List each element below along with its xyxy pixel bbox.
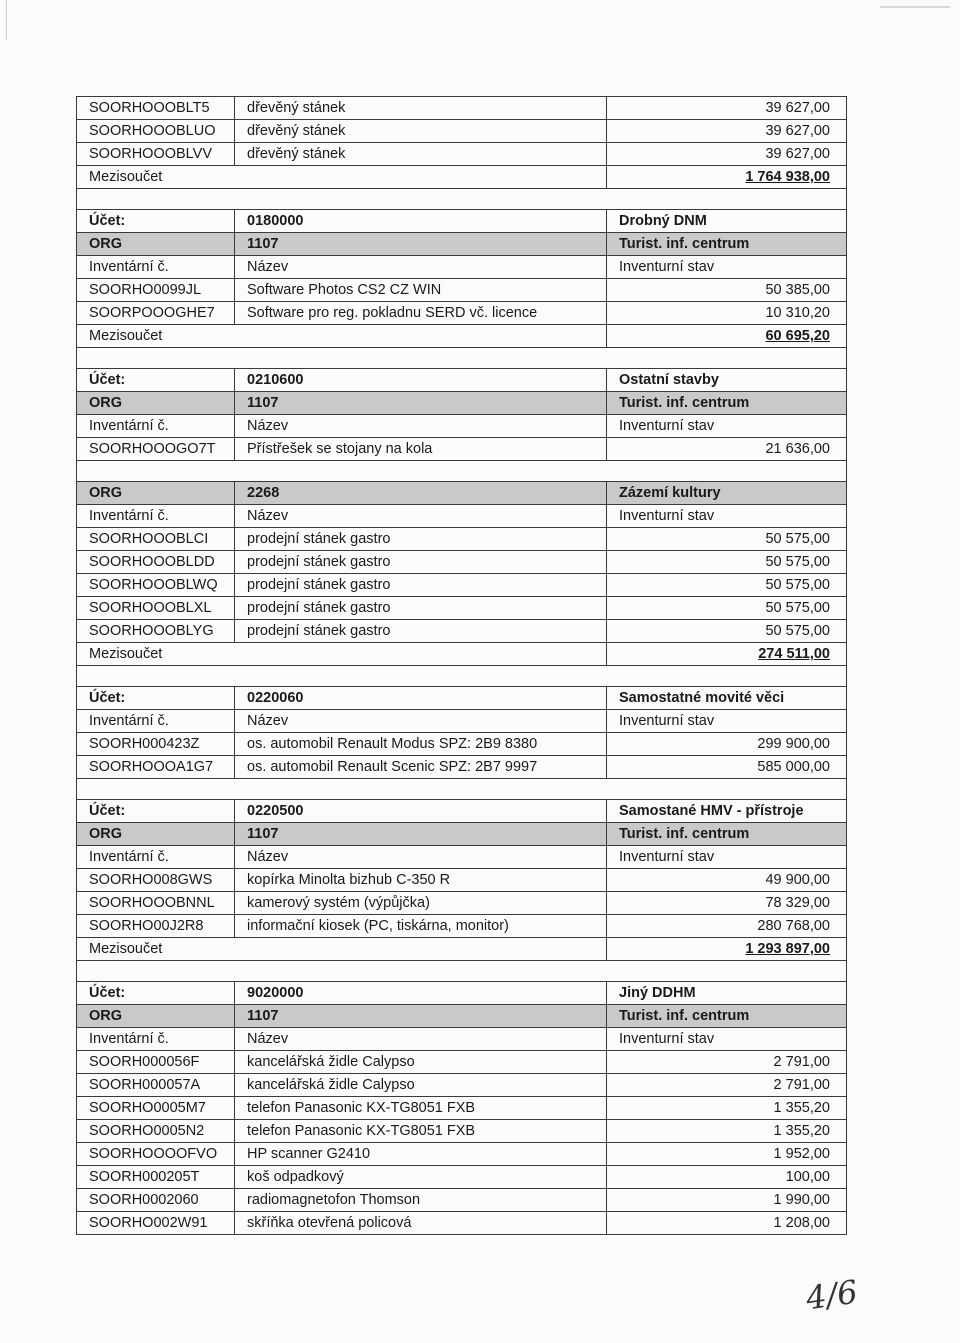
col-name: Název — [235, 846, 607, 869]
spacer-cell — [77, 961, 847, 982]
org-name: Zázemí kultury — [607, 482, 847, 505]
item-name: kopírka Minolta bizhub C-350 R — [235, 869, 607, 892]
scan-edge-mark — [6, 0, 7, 40]
table-row — [77, 1189, 847, 1212]
inventory-number: SOORHO008GWS — [77, 869, 235, 892]
subtotal-row — [77, 166, 847, 189]
item-value: 49 900,00 — [607, 869, 847, 892]
subtotal-row — [77, 325, 847, 348]
ucet-row — [77, 210, 847, 233]
ucet-row — [77, 800, 847, 823]
item-value: 50 575,00 — [607, 597, 847, 620]
item-name: HP scanner G2410 — [235, 1143, 607, 1166]
spacer-row — [77, 348, 847, 369]
item-value: 39 627,00 — [607, 143, 847, 166]
subtotal-label: Mezisoučet — [77, 938, 607, 961]
item-value: 2 791,00 — [607, 1074, 847, 1097]
ucet-code: 0220060 — [235, 687, 607, 710]
spacer-row — [77, 961, 847, 982]
column-header-row — [77, 505, 847, 528]
spacer-row — [77, 461, 847, 482]
ucet-row — [77, 982, 847, 1005]
item-name: os. automobil Renault Modus SPZ: 2B9 8380 — [235, 733, 607, 756]
table-row — [77, 1097, 847, 1120]
inventory-number: SOORHOOOOFVO — [77, 1143, 235, 1166]
org-code: 1107 — [235, 233, 607, 256]
ucet-name: Drobný DNM — [607, 210, 847, 233]
item-name: Software pro reg. pokladnu SERD vč. licence — [235, 302, 607, 325]
org-label: ORG — [77, 392, 235, 415]
ucet-label: Účet: — [77, 800, 235, 823]
org-label: ORG — [77, 482, 235, 505]
item-name: os. automobil Renault Scenic SPZ: 2B7 9997 — [235, 756, 607, 779]
subtotal-label: Mezisoučet — [77, 643, 607, 666]
column-header-row — [77, 256, 847, 279]
spacer-row — [77, 779, 847, 800]
inventory-number: SOORH000205T — [77, 1166, 235, 1189]
ucet-label: Účet: — [77, 982, 235, 1005]
col-inventory-no: Inventární č. — [77, 1028, 235, 1051]
col-state: Inventurní stav — [607, 256, 847, 279]
inventory-table-body — [77, 97, 847, 1235]
ucet-name: Samostané HMV - přístroje — [607, 800, 847, 823]
org-name: Turist. inf. centrum — [607, 392, 847, 415]
table-row — [77, 869, 847, 892]
inventory-table — [76, 96, 847, 1235]
inventory-number: SOORH0002060 — [77, 1189, 235, 1212]
table-row — [77, 1051, 847, 1074]
inventory-number: SOORHOOOGO7T — [77, 438, 235, 461]
item-name: telefon Panasonic KX-TG8051 FXB — [235, 1120, 607, 1143]
inventory-number: SOORPOOOGHE7 — [77, 302, 235, 325]
item-name: prodejní stánek gastro — [235, 551, 607, 574]
item-value: 50 575,00 — [607, 574, 847, 597]
inventory-number: SOORH000057A — [77, 1074, 235, 1097]
table-row — [77, 551, 847, 574]
item-name: kancelářská židle Calypso — [235, 1051, 607, 1074]
org-row — [77, 233, 847, 256]
inventory-number: SOORHO002W91 — [77, 1212, 235, 1235]
item-value: 1 355,20 — [607, 1120, 847, 1143]
item-value: 10 310,20 — [607, 302, 847, 325]
column-header-row — [77, 846, 847, 869]
inventory-number: SOORHO0005M7 — [77, 1097, 235, 1120]
ucet-name: Samostatné movité věci — [607, 687, 847, 710]
spacer-row — [77, 189, 847, 210]
org-label: ORG — [77, 1005, 235, 1028]
subtotal-value: 60 695,20 — [607, 325, 847, 348]
scan-edge-line — [880, 6, 950, 8]
table-row — [77, 1212, 847, 1235]
org-row — [77, 392, 847, 415]
inventory-sheet — [76, 96, 846, 1235]
table-row — [77, 1166, 847, 1189]
org-label: ORG — [77, 233, 235, 256]
org-code: 1107 — [235, 823, 607, 846]
ucet-label: Účet: — [77, 210, 235, 233]
table-row — [77, 1074, 847, 1097]
table-row — [77, 733, 847, 756]
org-row — [77, 482, 847, 505]
inventory-number: SOORHOOOBLXL — [77, 597, 235, 620]
item-name: prodejní stánek gastro — [235, 574, 607, 597]
col-inventory-no: Inventární č. — [77, 256, 235, 279]
col-state: Inventurní stav — [607, 415, 847, 438]
table-row — [77, 97, 847, 120]
table-row — [77, 438, 847, 461]
subtotal-value: 1 764 938,00 — [607, 166, 847, 189]
inventory-number: SOORHO0099JL — [77, 279, 235, 302]
col-inventory-no: Inventární č. — [77, 846, 235, 869]
inventory-number: SOORHOOOBLT5 — [77, 97, 235, 120]
item-value: 50 575,00 — [607, 620, 847, 643]
inventory-number: SOORHOOOBNNL — [77, 892, 235, 915]
inventory-number: SOORHOOOA1G7 — [77, 756, 235, 779]
org-code: 1107 — [235, 1005, 607, 1028]
col-state: Inventurní stav — [607, 1028, 847, 1051]
table-row — [77, 1120, 847, 1143]
item-value: 78 329,00 — [607, 892, 847, 915]
item-name: Přístřešek se stojany na kola — [235, 438, 607, 461]
item-name: koš odpadkový — [235, 1166, 607, 1189]
spacer-cell — [77, 461, 847, 482]
item-name: prodejní stánek gastro — [235, 620, 607, 643]
item-value: 21 636,00 — [607, 438, 847, 461]
ucet-name: Jiný DDHM — [607, 982, 847, 1005]
col-inventory-no: Inventární č. — [77, 505, 235, 528]
col-state: Inventurní stav — [607, 505, 847, 528]
spacer-cell — [77, 779, 847, 800]
col-name: Název — [235, 710, 607, 733]
item-value: 50 575,00 — [607, 551, 847, 574]
item-value: 2 791,00 — [607, 1051, 847, 1074]
org-row — [77, 1005, 847, 1028]
item-value: 50 575,00 — [607, 528, 847, 551]
item-value: 1 952,00 — [607, 1143, 847, 1166]
col-name: Název — [235, 256, 607, 279]
column-header-row — [77, 710, 847, 733]
inventory-number: SOORHOOOBLDD — [77, 551, 235, 574]
item-value: 1 990,00 — [607, 1189, 847, 1212]
item-name: radiomagnetofon Thomson — [235, 1189, 607, 1212]
column-header-row — [77, 415, 847, 438]
inventory-number: SOORH000056F — [77, 1051, 235, 1074]
table-row — [77, 279, 847, 302]
inventory-number: SOORHO00J2R8 — [77, 915, 235, 938]
ucet-code: 0220500 — [235, 800, 607, 823]
subtotal-value: 1 293 897,00 — [607, 938, 847, 961]
item-name: informační kiosek (PC, tiskárna, monitor) — [235, 915, 607, 938]
item-value: 39 627,00 — [607, 97, 847, 120]
col-state: Inventurní stav — [607, 846, 847, 869]
item-name: dřevěný stánek — [235, 120, 607, 143]
item-name: prodejní stánek gastro — [235, 597, 607, 620]
ucet-code: 0180000 — [235, 210, 607, 233]
item-name: Software Photos CS2 CZ WIN — [235, 279, 607, 302]
ucet-code: 9020000 — [235, 982, 607, 1005]
handwritten-page-mark: 4/6 — [803, 1272, 860, 1318]
table-row — [77, 597, 847, 620]
item-name: telefon Panasonic KX-TG8051 FXB — [235, 1097, 607, 1120]
item-value: 39 627,00 — [607, 120, 847, 143]
table-row — [77, 915, 847, 938]
table-row — [77, 1143, 847, 1166]
table-row — [77, 302, 847, 325]
item-value: 299 900,00 — [607, 733, 847, 756]
item-value: 585 000,00 — [607, 756, 847, 779]
item-name: kancelářská židle Calypso — [235, 1074, 607, 1097]
ucet-row — [77, 687, 847, 710]
inventory-number: SOORHOOOBLYG — [77, 620, 235, 643]
ucet-name: Ostatní stavby — [607, 369, 847, 392]
column-header-row — [77, 1028, 847, 1051]
ucet-code: 0210600 — [235, 369, 607, 392]
subtotal-row — [77, 938, 847, 961]
subtotal-value: 274 511,00 — [607, 643, 847, 666]
inventory-number: SOORHOOOBLUO — [77, 120, 235, 143]
inventory-number: SOORHOOOBLCI — [77, 528, 235, 551]
spacer-row — [77, 666, 847, 687]
item-name: skříňka otevřená policová — [235, 1212, 607, 1235]
org-code: 2268 — [235, 482, 607, 505]
item-value: 1 355,20 — [607, 1097, 847, 1120]
org-name: Turist. inf. centrum — [607, 1005, 847, 1028]
col-state: Inventurní stav — [607, 710, 847, 733]
col-name: Název — [235, 505, 607, 528]
subtotal-label: Mezisoučet — [77, 166, 607, 189]
col-name: Název — [235, 415, 607, 438]
table-row — [77, 143, 847, 166]
col-inventory-no: Inventární č. — [77, 710, 235, 733]
table-row — [77, 620, 847, 643]
table-row — [77, 892, 847, 915]
col-name: Název — [235, 1028, 607, 1051]
org-name: Turist. inf. centrum — [607, 233, 847, 256]
spacer-cell — [77, 348, 847, 369]
item-value: 50 385,00 — [607, 279, 847, 302]
org-name: Turist. inf. centrum — [607, 823, 847, 846]
item-name: kamerový systém (výpůjčka) — [235, 892, 607, 915]
inventory-number: SOORHOOOBLVV — [77, 143, 235, 166]
inventory-number: SOORHO0005N2 — [77, 1120, 235, 1143]
org-label: ORG — [77, 823, 235, 846]
org-row — [77, 823, 847, 846]
org-code: 1107 — [235, 392, 607, 415]
ucet-row — [77, 369, 847, 392]
item-value: 280 768,00 — [607, 915, 847, 938]
spacer-cell — [77, 666, 847, 687]
ucet-label: Účet: — [77, 687, 235, 710]
item-value: 100,00 — [607, 1166, 847, 1189]
subtotal-label: Mezisoučet — [77, 325, 607, 348]
table-row — [77, 756, 847, 779]
col-inventory-no: Inventární č. — [77, 415, 235, 438]
inventory-number: SOORHOOOBLWQ — [77, 574, 235, 597]
ucet-label: Účet: — [77, 369, 235, 392]
subtotal-row — [77, 643, 847, 666]
item-value: 1 208,00 — [607, 1212, 847, 1235]
item-name: dřevěný stánek — [235, 143, 607, 166]
table-row — [77, 528, 847, 551]
table-row — [77, 120, 847, 143]
spacer-cell — [77, 189, 847, 210]
inventory-number: SOORH000423Z — [77, 733, 235, 756]
table-row — [77, 574, 847, 597]
item-name: dřevěný stánek — [235, 97, 607, 120]
item-name: prodejní stánek gastro — [235, 528, 607, 551]
